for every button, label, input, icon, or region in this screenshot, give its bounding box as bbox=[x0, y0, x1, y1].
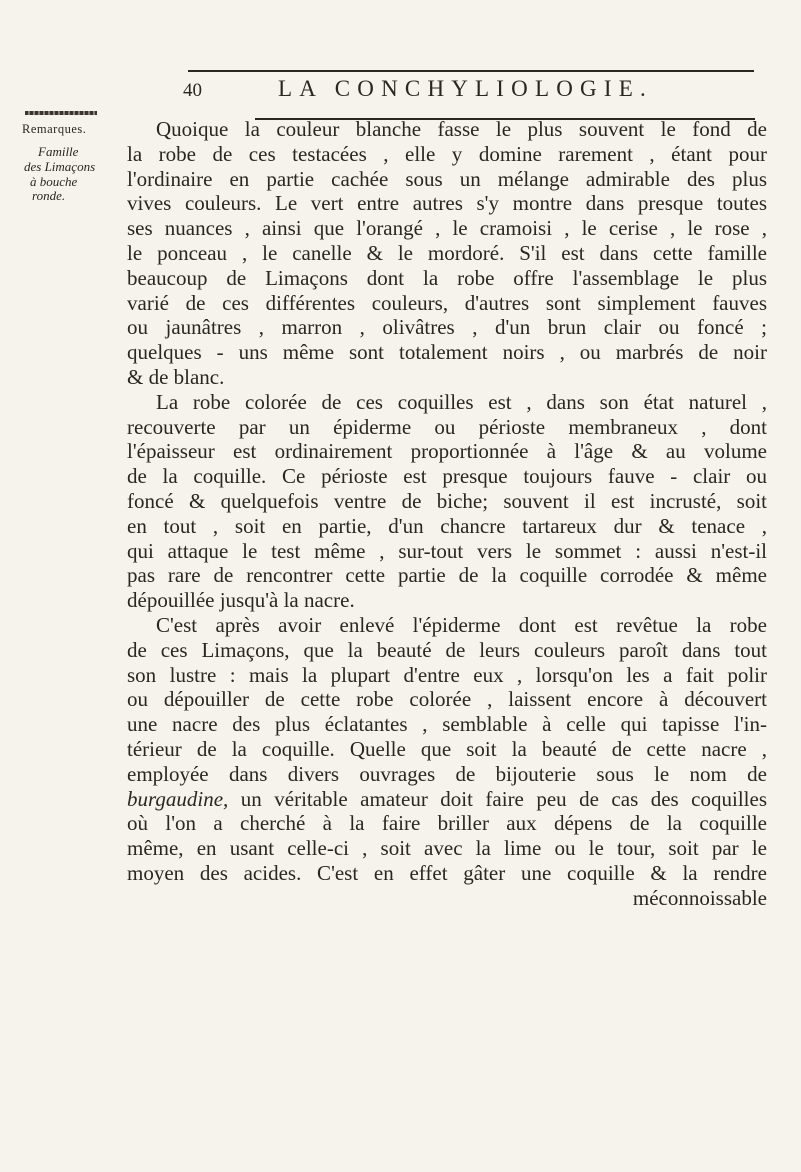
page-number: 40 bbox=[183, 80, 202, 101]
text-line: & de blanc. bbox=[127, 364, 225, 389]
margin-note-line: ronde. bbox=[32, 188, 66, 203]
text-line: vives couleurs. Le vert entre autres s'y montre dans presque toutes bbox=[127, 191, 767, 216]
paragraph-1 bbox=[127, 117, 767, 390]
corner-ornament bbox=[25, 111, 97, 115]
text-line: même, en usant celle-ci , soit avec la lime ou le tour, soit par le bbox=[127, 836, 767, 861]
text-line: ses nuances , ainsi que l'orangé , le cramoisi , le cerise , le rose , bbox=[127, 216, 767, 241]
text-line: térieur de la coquille. Quelle que soit la beauté de cette nacre , bbox=[127, 736, 767, 761]
text-line: une nacre des plus éclatantes , semblable à celle qui tapisse l'in- bbox=[127, 712, 767, 737]
text-line: beaucoup de Limaçons dont la robe offre l'assemblage le plus bbox=[127, 265, 767, 290]
text-line: de la coquille. Ce périoste est presque toujours fauve - clair ou bbox=[127, 464, 767, 489]
text-line: Quoique la couleur blanche fasse le plus souvent le fond de bbox=[156, 117, 767, 141]
text-line: recouverte par un épiderme ou périoste membraneux , dont bbox=[127, 414, 767, 439]
text-line-emphasis bbox=[127, 787, 767, 812]
text-line: l'épaisseur est ordinairement proportionnée à l'âge & au volume bbox=[127, 439, 767, 464]
running-title: LA CONCHYLIOLOGIE. bbox=[278, 76, 653, 101]
text-line: où l'on a cherché à la faire briller aux dépens de la coquille bbox=[127, 811, 767, 836]
text-line: quelques - uns même sont totalement noirs , ou marbrés de noir bbox=[127, 340, 767, 365]
text-line: La robe colorée de ces coquilles est , dans son état naturel , bbox=[156, 389, 767, 414]
page-header bbox=[183, 76, 663, 116]
header-rule-top bbox=[188, 70, 754, 72]
text-line: l'ordinaire en partie cachée sous un mélange admirable des plus bbox=[127, 166, 767, 191]
text-line: employée dans divers ouvrages de bijouterie sous le nom de bbox=[127, 761, 767, 786]
text-line: foncé & quelquefois ventre de biche; souvent il est incrusté, soit bbox=[127, 488, 767, 513]
text-line: pas rare de rencontrer cette partie de la coquille corrodée & même bbox=[127, 563, 767, 588]
margin-notes bbox=[22, 121, 122, 203]
text-line: son lustre : mais la plupart d'entre eux , lorsqu'on les a fait polir bbox=[127, 662, 767, 687]
paragraph-2 bbox=[127, 390, 767, 613]
text-line: de ces Limaçons, que la beauté de leurs couleurs paroît dans tout bbox=[127, 637, 767, 662]
text-line: moyen des acides. C'est en effet gâter une coquille & la rendre bbox=[127, 860, 767, 885]
text-line: qui attaque le test même , sur-tout vers le sommet : aussi n'est-il bbox=[127, 538, 767, 563]
paragraph-3 bbox=[127, 613, 767, 911]
text-line: varié de ces différentes couleurs, d'autres sont simplement fauves bbox=[127, 290, 767, 315]
text-line: dépouillée jusqu'à la nacre. bbox=[127, 588, 355, 613]
margin-note-line: à bouche bbox=[30, 174, 78, 189]
text-line: ou jaunâtres , marron , olivâtres , d'un brun clair ou foncé ; bbox=[127, 315, 767, 340]
body-text bbox=[127, 117, 767, 911]
margin-heading: Remarques. bbox=[22, 122, 87, 136]
margin-note-line: des Limaçons bbox=[24, 159, 96, 174]
line-remainder: un véritable amateur doit faire peu de cas des coquilles bbox=[228, 786, 767, 811]
text-line: ou dépouiller de cette robe colorée , laissent encore à découvert bbox=[127, 687, 767, 712]
text-line: C'est après avoir enlevé l'épiderme dont est revêtue la robe bbox=[156, 612, 767, 637]
margin-note-line: Famille bbox=[38, 144, 79, 159]
text-line: le ponceau , le canelle & le mordoré. S'il est dans cette famille bbox=[127, 240, 767, 265]
italic-term: burgaudine, bbox=[127, 786, 229, 811]
catchword: méconnoissable bbox=[632, 885, 767, 910]
text-line: en tout , soit en partie, d'un chancre tartareux dur & tenace , bbox=[127, 513, 767, 538]
text-line: la robe de ces testacées , elle y domine rarement , étant pour bbox=[127, 141, 767, 166]
